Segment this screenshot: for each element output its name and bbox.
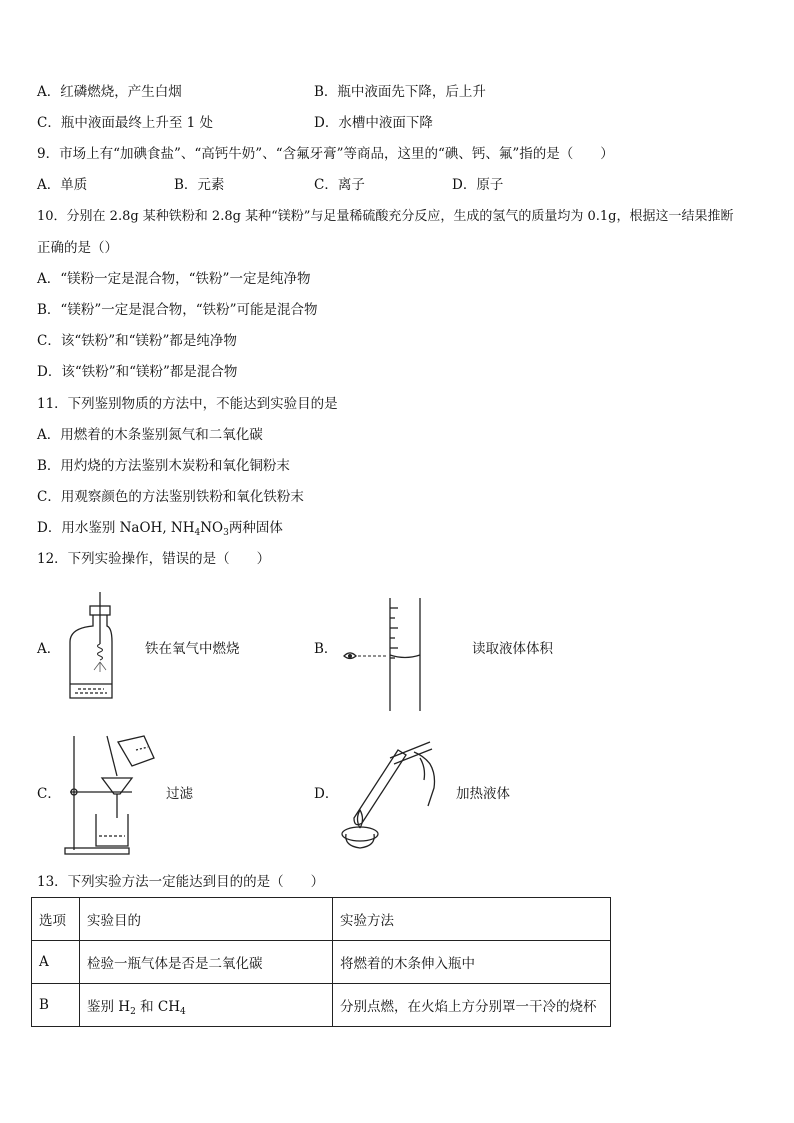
q12-option-a-caption: 铁在氧气中燃烧 (145, 641, 240, 657)
header-option: 选项 (32, 898, 80, 941)
q12-option-d-caption: 加热液体 (456, 786, 510, 802)
q10-option-b: B．“镁粉”一定是混合物，“铁粉”可能是混合物 (37, 302, 318, 318)
row-b-goal: 鉴别 $H_2$ 和 $CH_4$ (80, 984, 333, 1027)
header-method: 实验方法 (333, 898, 611, 941)
q10-option-d: D．该“铁粉”和“镁粉”都是混合物 (37, 364, 238, 380)
q12-option-c-caption: 过滤 (166, 786, 193, 802)
q8-option-b: B．瓶中液面先下降，后上升 (314, 84, 486, 100)
q10-stem-line1: 10．分别在 2.8g 某种铁粉和 2.8g 某种“镁粉”与足量稀硫酸充分反应，生成的氢气的质量均为 0.1g，根据这一结果推断 (37, 209, 734, 224)
q12-option-c-letter: C． (37, 786, 61, 802)
reading-cylinder-figure (340, 598, 425, 713)
table-row (32, 941, 611, 984)
heating-liquid-figure (336, 738, 446, 853)
q9-stem: 9．市场上有“加碘食盐”、“高钙牛奶”、“含氟牙膏”等商品，这里的“碘、钙、氟”指的是（ ） (37, 146, 614, 162)
q12-option-d-letter: D． (314, 786, 339, 802)
q11-option-c: C．用观察颜色的方法鉴别铁粉和氧化铁粉末 (37, 489, 304, 505)
q13-table (31, 897, 611, 1027)
q11-stem: 11．下列鉴别物质的方法中，不能达到实验目的是 (37, 396, 338, 412)
q9-option-d: D．原子 (452, 177, 504, 193)
q10-option-c: C．该“铁粉”和“镁粉”都是纯净物 (37, 333, 237, 349)
filtration-figure (62, 732, 162, 858)
q11-option-b: B．用灼烧的方法鉴别木炭粉和氧化铜粉末 (37, 458, 290, 474)
q12-option-a-letter: A． (37, 641, 61, 657)
row-b-option: B (32, 984, 80, 1027)
row-a-option: A (32, 941, 80, 984)
q13-stem: 13．下列实验方法一定能达到目的的是（ ） (37, 874, 325, 890)
q8-option-c: C．瓶中液面最终上升至 1 处 (37, 115, 214, 131)
q11-option-d: D．用水鉴别 NaOH, $NH_4NO_3$两种固体 (37, 520, 283, 538)
q12-option-b-letter: B． (314, 641, 338, 657)
q9-option-c: C．离子 (314, 177, 365, 193)
row-a-goal: 检验一瓶气体是否是二氧化碳 (80, 941, 333, 984)
q8-option-d: D．水槽中液面下降 (314, 115, 433, 131)
iron-burning-bottle-figure (62, 592, 120, 702)
q10-stem-line2: 正确的是（） (37, 240, 118, 256)
q9-option-a: A．单质 (37, 177, 88, 193)
q8-option-a: A．红磷燃烧，产生白烟 (37, 84, 182, 100)
row-b-method: 分别点燃，在火焰上方分别罩一干冷的烧杯 (333, 984, 611, 1027)
table-row (32, 984, 611, 1027)
q9-option-b: B．元素 (174, 177, 225, 193)
q12-option-b-caption: 读取液体体积 (472, 641, 553, 657)
table-header-row (32, 898, 611, 941)
header-goal: 实验目的 (80, 898, 333, 941)
row-a-method: 将燃着的木条伸入瓶中 (333, 941, 611, 984)
q10-option-a: A．“镁粉一定是混合物，“铁粉”一定是纯净物 (37, 271, 311, 287)
q11-option-a: A．用燃着的木条鉴别氮气和二氧化碳 (37, 427, 263, 443)
q12-stem: 12．下列实验操作，错误的是（ ） (37, 551, 271, 567)
